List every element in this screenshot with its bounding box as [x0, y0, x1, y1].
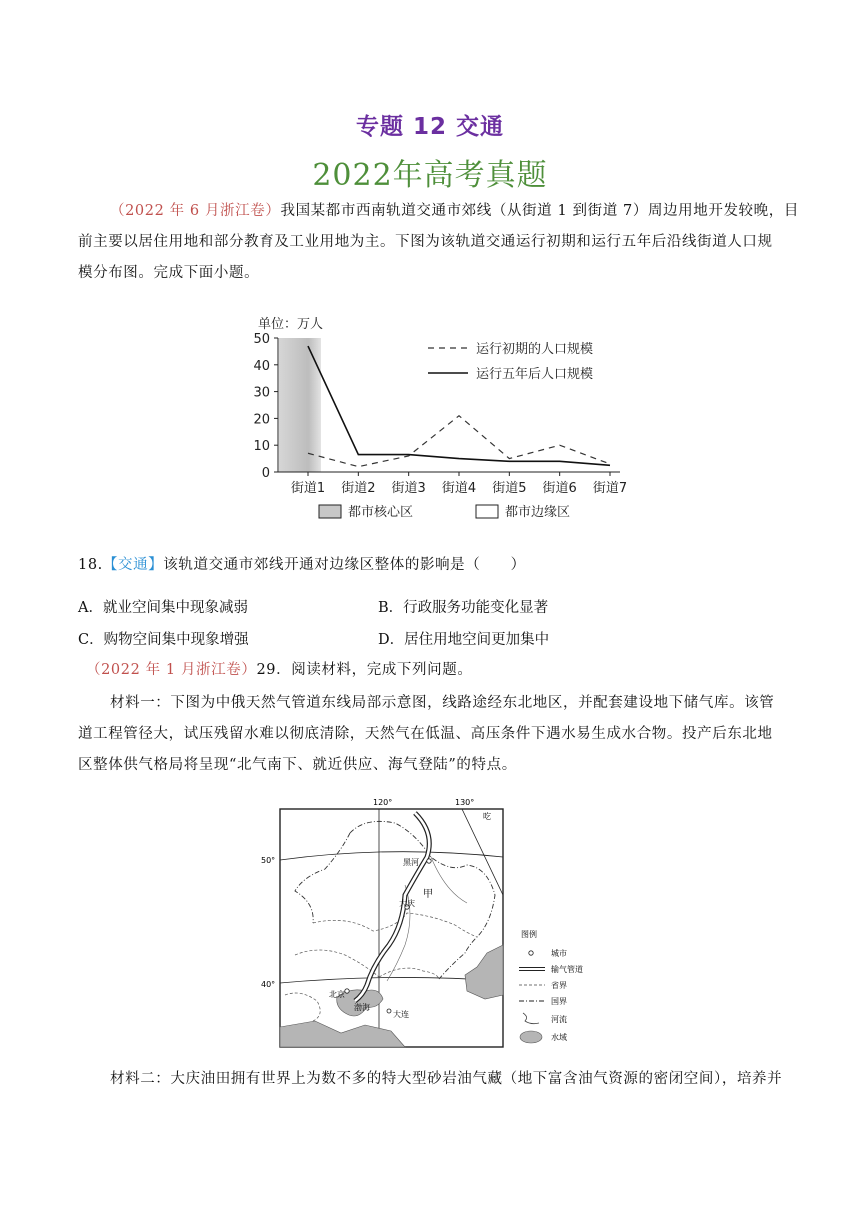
q1-intro-line2: 前主要以居住用地和部分教育及工业用地为主。下图为该轨道交通运行初期和运行五年后沿线街道人口规: [78, 234, 773, 250]
lon-130-label: 130°: [455, 798, 475, 807]
x-tick-label: 街道1: [290, 481, 326, 496]
q18-option-d[interactable]: D．居住用地空间更加集中: [378, 632, 550, 648]
y-tick-label: 40: [253, 358, 270, 374]
y-axis-label: 单位：万人: [258, 317, 324, 332]
legend-river-icon: [523, 1013, 539, 1024]
q18-option-b[interactable]: B．行政服务功能变化显著: [378, 600, 549, 616]
y-tick-label: 0: [261, 466, 270, 481]
city-beijing-marker: [345, 989, 349, 993]
city-beijing-label: 北京: [329, 990, 345, 999]
city-heihe-label: 黑河: [403, 858, 419, 867]
q18-option-c[interactable]: C．购物空间集中现象增强: [78, 632, 249, 648]
x-tick-label: 街道7: [592, 481, 628, 496]
q29-header: [86, 655, 472, 686]
label-jia: 甲: [423, 889, 433, 900]
pipeline-map: [255, 795, 595, 1055]
legend-core-swatch: [319, 505, 341, 518]
city-daqing-label: 大庆: [399, 899, 415, 908]
city-dalian-marker: [387, 1009, 391, 1013]
x-tick-label: 街道5: [492, 481, 527, 496]
legend-edge-swatch: [476, 505, 498, 518]
population-line-chart: [240, 310, 630, 526]
core-area-shading: [279, 338, 321, 472]
doc-subtitle: 2022年高考真题: [312, 158, 548, 193]
q29-material1-line2: 道工程管径大，试压残留水难以彻底清除，天然气在低温、高压条件下遇水易生成水合物。投产后东北地: [78, 726, 773, 742]
q1-source: （2022 年 6 月浙江卷）: [110, 203, 281, 219]
legend-water-icon: [520, 1031, 542, 1043]
legend-province-label: 省界: [551, 981, 567, 990]
legend-core-label: 都市核心区: [348, 505, 414, 520]
q18-stem: 该轨道交通市郊线开通对边缘区整体的影响是（ ）: [163, 557, 526, 573]
map-frame: [280, 809, 503, 1047]
q1-intro-line3: 模分布图。完成下面小题。: [78, 265, 260, 281]
x-tick-label: 街道2: [341, 481, 376, 496]
doc-title: 专题 12 交通: [355, 114, 505, 140]
legend-city-label: 城市: [551, 949, 567, 958]
lon-120-label: 120°: [373, 798, 393, 807]
x-tick-label: 街道6: [542, 481, 577, 496]
lat-40-label: 40°: [261, 980, 276, 989]
legend-edge-label: 都市边缘区: [505, 505, 571, 520]
x-tick-label: 街道4: [441, 481, 477, 496]
q18-option-a[interactable]: A．就业空间集中现象减弱: [78, 600, 248, 616]
q29-source: （2022 年 1 月浙江卷）: [86, 662, 257, 678]
city-heihe-marker: [427, 859, 431, 863]
q1-line1: [110, 196, 799, 227]
q29-stem: 29．阅读材料，完成下列问题。: [256, 662, 473, 678]
y-tick-label: 20: [253, 412, 270, 428]
legend-title: 图例: [521, 930, 537, 939]
legend-five-years-label: 运行五年后人口规模: [476, 367, 594, 382]
q1-intro-line1: 我国某都市西南轨道交通市郊线（从街道 1 到街道 7）周边用地开发较晚，目: [280, 203, 799, 219]
bohai-label: 渤海: [354, 1003, 370, 1012]
q29-material1-line1: 材料一：下图为中俄天然气管道东线局部示意图，线路途经东北地区，并配套建设地下储气库。该管: [110, 695, 775, 711]
legend-water-label: 水域: [551, 1033, 567, 1042]
q29-material1-line3: 区整体供气格局将呈现“北气南下、就近供应、海气登陆”的特点。: [78, 757, 517, 773]
q29-material2-line1: 材料二：大庆油田拥有世界上为数不多的特大型砂岩油气藏（地下富含油气资源的密闭空间），培养并: [110, 1071, 783, 1087]
legend-pipeline-label: 输气管道: [551, 965, 583, 974]
x-tick-label: 街道3: [391, 481, 426, 496]
q18-stem-line: [78, 550, 526, 581]
legend-river-label: 河流: [551, 1015, 567, 1024]
y-tick-label: 50: [253, 332, 270, 347]
legend-initial-label: 运行初期的人口规模: [476, 342, 594, 357]
river-label: 吃: [483, 812, 491, 821]
legend-city-icon: [529, 951, 533, 955]
lat-50-label: 50°: [261, 856, 276, 865]
legend-national-label: 国界: [551, 997, 567, 1006]
city-dalian-label: 大连: [393, 1010, 409, 1019]
y-tick-label: 30: [253, 385, 270, 401]
y-tick-label: 10: [253, 439, 270, 455]
q18-tag: 【交通】: [102, 557, 164, 573]
q18-number: 18.: [78, 557, 103, 573]
